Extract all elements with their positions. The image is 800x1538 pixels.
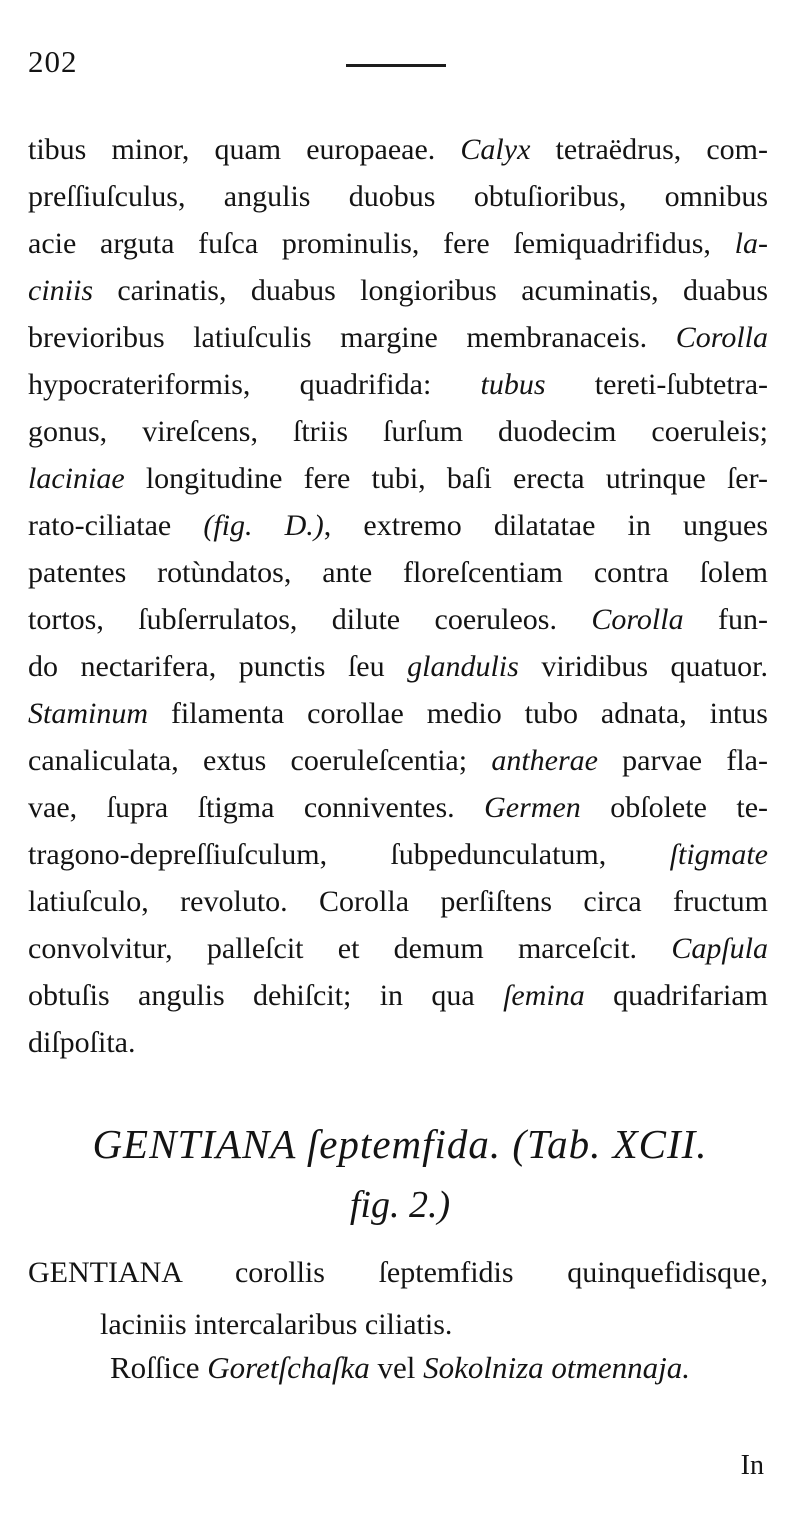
text-line bbox=[28, 173, 768, 220]
text-run: vae, ſupra ſtigma conniventes. bbox=[28, 791, 485, 824]
text-run: rato-ciliatae bbox=[28, 509, 204, 542]
text-line bbox=[28, 643, 768, 690]
page-number: 202 bbox=[28, 44, 78, 79]
text-run: carinatis, duabus longioribus acuminatis, duabus bbox=[93, 274, 768, 307]
catchword: In bbox=[740, 1450, 764, 1481]
text-line bbox=[28, 126, 768, 173]
text-run: do nectarifera, punctis ſeu bbox=[28, 650, 408, 683]
species-heading: GENTIANA ſeptemfida. (Tab. XCII. bbox=[92, 1121, 708, 1167]
text-run: , extremo dilatatae in ungues bbox=[323, 509, 768, 542]
italic-term: la- bbox=[734, 227, 768, 260]
text-line bbox=[28, 596, 768, 643]
text-line bbox=[28, 690, 768, 737]
text-line bbox=[28, 831, 768, 878]
header-rule bbox=[346, 64, 446, 67]
text-line bbox=[28, 220, 768, 267]
diagnosis-line: GENTIANA corollis ſeptemfidis quinquefidisque, bbox=[28, 1256, 768, 1289]
text-run: tetraëdrus, com- bbox=[530, 133, 768, 166]
russian-names bbox=[0, 1350, 800, 1386]
text-run: canaliculata, extus coeruleſcentia; bbox=[28, 744, 492, 777]
rossice-conjunction: vel bbox=[369, 1350, 424, 1385]
text-line bbox=[28, 455, 768, 502]
text-line bbox=[28, 925, 768, 972]
italic-term: Capſula bbox=[671, 932, 768, 965]
russian-name: Goretſchaſka bbox=[207, 1350, 370, 1385]
text-run: hypocrateriformis, quadrifida: bbox=[28, 368, 481, 401]
text-line bbox=[28, 361, 768, 408]
text-run: brevioribus latiuſculis margine membranaceis. bbox=[28, 321, 676, 354]
text-run: filamenta corollae medio tubo adnata, intus bbox=[148, 697, 768, 730]
text-run: tibus minor, quam europaeae. bbox=[28, 133, 461, 166]
text-run: gonus, vireſcens, ſtriis ſurſum duodecim coeruleis; bbox=[28, 415, 768, 448]
italic-term: Staminum bbox=[28, 697, 148, 730]
text-line bbox=[28, 784, 768, 831]
italic-term: antherae bbox=[491, 744, 598, 777]
text-run: patentes rotùndatos, ante floreſcentiam contra ſolem bbox=[28, 556, 768, 589]
italic-term: Calyx bbox=[460, 133, 531, 166]
russian-name: Sokolniza otmennaja. bbox=[423, 1350, 690, 1385]
text-run: quadrifariam bbox=[584, 979, 769, 1012]
italic-term: glandulis bbox=[407, 650, 519, 683]
italic-term: Germen bbox=[484, 791, 581, 824]
text-run: tortos, ſubſerrulatos, dilute coeruleos. bbox=[28, 603, 592, 636]
text-run: acie arguta fuſca prominulis, fere ſemiquadrifidus, bbox=[28, 227, 735, 260]
text-run: tragono-depreſſiuſculum, ſubpedunculatum, bbox=[28, 838, 670, 871]
text-line bbox=[28, 408, 768, 455]
text-run: viridibus quatuor. bbox=[518, 650, 769, 683]
text-run: convolvitur, palleſcit et demum marceſcit. bbox=[28, 932, 672, 965]
text-line bbox=[28, 549, 768, 596]
italic-term: Corolla bbox=[675, 321, 768, 354]
text-run: fun- bbox=[683, 603, 768, 636]
description-paragraph bbox=[28, 126, 768, 1066]
italic-term: ſtigmate bbox=[669, 838, 768, 871]
text-line bbox=[28, 267, 768, 314]
text-run: parvae fla- bbox=[597, 744, 768, 777]
italic-term: ſemina bbox=[503, 979, 585, 1012]
italic-term: ciniis bbox=[28, 274, 93, 307]
text-run: latiuſculo, revoluto. Corolla perſiſtens circa fructum bbox=[28, 885, 768, 918]
text-line bbox=[28, 502, 768, 549]
italic-term: tubus bbox=[480, 368, 546, 401]
text-run: preſſiuſculus, angulis duobus obtuſioribus, omnibus bbox=[28, 180, 768, 213]
text-run: longitudine fere tubi, baſi erecta utrinque ſer- bbox=[124, 462, 768, 495]
rossice-label: Roſſice bbox=[109, 1350, 208, 1385]
text-run: diſpoſita. bbox=[28, 1026, 136, 1059]
species-heading-figure-ref: fig. 2.) bbox=[349, 1184, 451, 1226]
text-run: obſolete te- bbox=[580, 791, 768, 824]
italic-term: (fig. D.) bbox=[203, 509, 324, 542]
text-line bbox=[28, 972, 768, 1019]
italic-term: Corolla bbox=[591, 603, 684, 636]
text-line bbox=[28, 1019, 768, 1066]
text-line bbox=[28, 878, 768, 925]
text-run: obtuſis angulis dehiſcit; in qua bbox=[28, 979, 504, 1012]
italic-term: laciniae bbox=[28, 462, 125, 495]
diagnosis-line: laciniis intercalaribus ciliatis. bbox=[100, 1308, 453, 1341]
species-diagnosis bbox=[28, 1247, 768, 1351]
text-line bbox=[28, 737, 768, 784]
text-line bbox=[28, 314, 768, 361]
text-run: tereti-ſubtetra- bbox=[545, 368, 768, 401]
